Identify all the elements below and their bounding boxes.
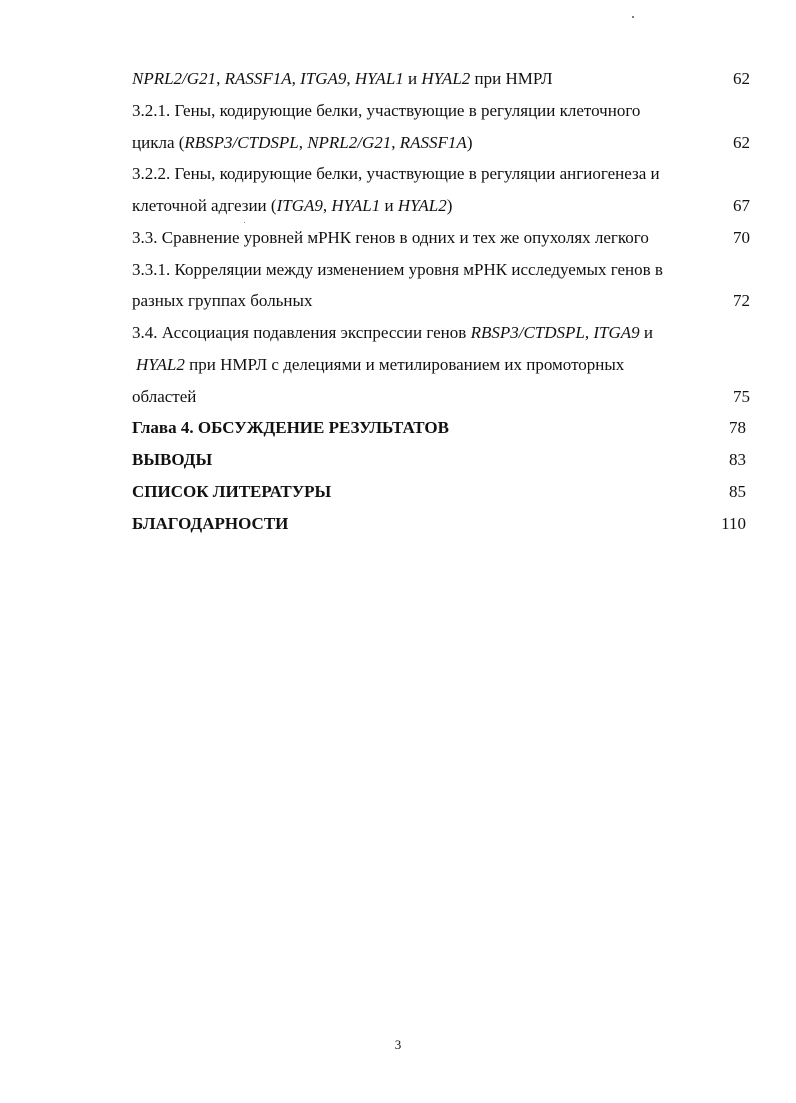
toc-text-segment: , xyxy=(584,323,594,342)
toc-entry xyxy=(132,131,750,155)
toc-page-number: 67 xyxy=(733,196,750,215)
gene-name: HYAL2 xyxy=(136,354,185,374)
toc-text-segment: 3.2.2. Гены, кодирующие белки, участвующие в регуляции ангиогенеза и xyxy=(132,164,660,184)
gene-name: HYAL2 xyxy=(421,69,471,88)
toc-text-segment: СПИСОК ЛИТЕРАТУРЫ xyxy=(132,481,332,501)
toc-text-segment: областей xyxy=(132,386,197,406)
toc-page-number: 83 xyxy=(729,450,746,469)
toc-page-number: 85 xyxy=(729,481,746,501)
toc-entry xyxy=(132,448,750,472)
toc-text-segment: и xyxy=(403,69,422,88)
toc-entry xyxy=(132,385,750,409)
toc-text-segment: клеточной адгезии ( xyxy=(132,196,277,215)
toc-page-number: 72 xyxy=(733,291,750,311)
toc-entry xyxy=(132,162,750,186)
scan-speck xyxy=(632,16,634,18)
toc-entry-title xyxy=(132,448,212,472)
toc-entry xyxy=(132,194,750,218)
gene-name: RASSF1A xyxy=(224,69,292,88)
toc-entry xyxy=(132,321,750,345)
toc-page-number: 70 xyxy=(733,227,750,247)
gene-name: HYAL1 xyxy=(331,196,381,215)
toc-entry xyxy=(132,289,750,313)
toc-text-segment: , xyxy=(346,69,355,88)
toc-entry xyxy=(132,226,750,250)
toc-entry xyxy=(132,258,750,282)
gene-name: RBSP3/CTDSPL xyxy=(470,323,585,342)
toc-entry xyxy=(132,512,750,536)
toc-text-segment: , xyxy=(291,69,301,88)
toc-entry xyxy=(132,99,750,123)
toc-text-segment: ВЫВОДЫ xyxy=(132,450,213,469)
toc-text-segment: 3.4. Ассоциация подавления экспрессии генов xyxy=(132,323,471,342)
gene-name: ITGA9 xyxy=(300,69,347,88)
toc-page-number: 62 xyxy=(733,132,750,152)
toc-text-segment: ) xyxy=(466,132,473,152)
toc-text-segment: , xyxy=(322,196,332,215)
toc-entry-title xyxy=(132,512,288,536)
toc-text-segment: 3.3. Сравнение уровней мРНК генов в одних и тех же опухолях легкого xyxy=(132,227,649,247)
toc-text-segment: БЛАГОДАРНОСТИ xyxy=(132,513,289,533)
toc-entry xyxy=(132,480,750,504)
toc-text-segment: и xyxy=(380,196,398,215)
toc-text-segment: разных группах больных xyxy=(132,291,313,311)
toc-entry-title xyxy=(132,194,452,218)
toc-page-number: 75 xyxy=(733,386,750,406)
toc-entry-title xyxy=(132,99,640,123)
gene-name: RBSP3/CTDSPL xyxy=(184,132,299,152)
toc-text-segment: при НМРЛ с делециями и метилированием их промоторных xyxy=(184,354,625,374)
toc-text-segment: 3.3.1. Корреляции между изменением уровня мРНК исследуемых генов в xyxy=(132,259,663,279)
gene-name: NPRL2/G21 xyxy=(132,69,217,88)
toc-page-number: 110 xyxy=(721,513,746,533)
gene-name: HYAL1 xyxy=(354,69,404,88)
toc-entry xyxy=(132,416,750,440)
gene-name: ITGA9 xyxy=(276,196,323,215)
toc-entry-title xyxy=(132,226,649,250)
toc-text-segment: ) xyxy=(446,196,453,215)
gene-name: NPRL2/G21 xyxy=(307,132,392,152)
scan-speck xyxy=(244,222,245,223)
toc-entry-title xyxy=(132,258,663,282)
page-number: 3 xyxy=(394,1037,402,1052)
toc-entry-title xyxy=(132,416,449,440)
gene-name: RASSF1A xyxy=(399,132,467,152)
toc-page-number: 78 xyxy=(729,418,746,438)
toc-text-segment: , xyxy=(298,132,308,152)
toc-entry-title xyxy=(132,162,660,186)
toc-text-segment: Глава 4. ОБСУЖДЕНИЕ РЕЗУЛЬТАТОВ xyxy=(132,418,449,438)
toc-page-number: 62 xyxy=(733,69,750,88)
toc-entry-title xyxy=(132,480,331,504)
gene-name: HYAL2 xyxy=(397,196,447,215)
toc-entry xyxy=(132,353,750,377)
toc-text-segment: , xyxy=(216,69,225,88)
toc-text-segment: и xyxy=(639,323,653,342)
toc-text-segment: при НМРЛ xyxy=(470,69,553,88)
toc-text-segment: цикла ( xyxy=(132,132,185,152)
gene-name: ITGA9 xyxy=(593,323,640,342)
toc-entry-title xyxy=(132,67,553,91)
toc-entry-title xyxy=(136,353,624,377)
toc-entry-title xyxy=(132,321,653,345)
toc-entry-title xyxy=(132,385,196,409)
toc-entry xyxy=(132,67,750,91)
toc-text-segment: , xyxy=(391,132,400,152)
toc-entry-title xyxy=(132,131,472,155)
toc-text-segment: 3.2.1. Гены, кодирующие белки, участвующие в регуляции клеточного xyxy=(132,100,641,120)
toc-entry-title xyxy=(132,289,312,313)
